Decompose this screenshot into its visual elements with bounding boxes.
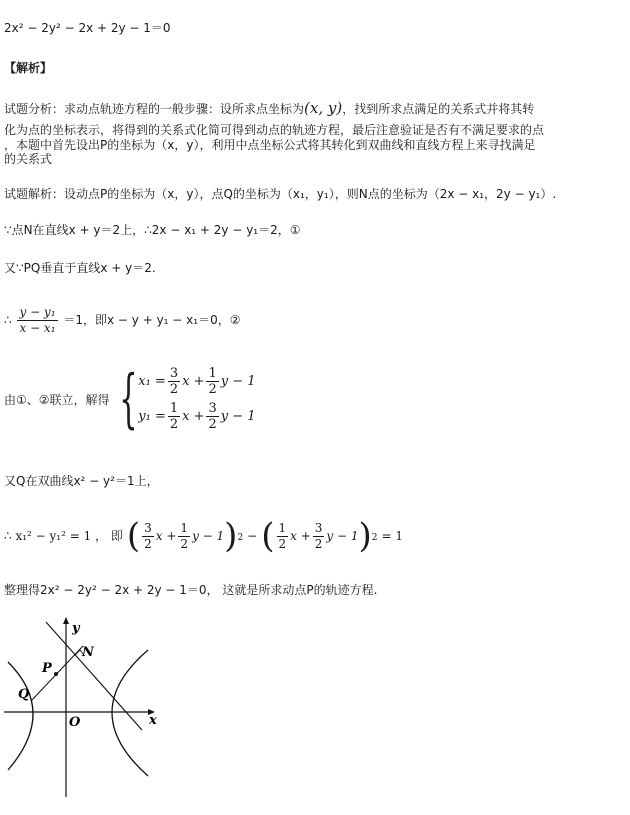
den: 2 [144,536,152,551]
hyperbola-left-branch [8,662,33,770]
num: 3 [208,401,217,416]
equals-one: = 1 [381,529,404,543]
point-p [54,672,58,676]
label-p: P [42,661,52,676]
label-y: y [72,621,80,636]
num: 1 [169,401,179,416]
num: 1 [278,520,287,535]
label-o: O [69,715,81,730]
slope-equation [4,303,240,337]
system-rows [138,366,255,432]
den: 2 [278,536,287,551]
system-intro: 由①、②联立，解得 [4,392,110,407]
analysis-line-3: ，本题中首先设出P的坐标为（x，y），利用中点坐标公式将其转化到双曲线和直线方程上来寻找满足 [4,138,536,152]
square-exponent: 2 [237,533,244,543]
den: 2 [169,382,179,397]
den: 2 [208,417,217,432]
coef-3-2 [206,401,218,432]
analysis-line-2: 化为点的坐标表示，将得到的关系式化简可得到动点的轨迹方程，最后注意验证是否有不满足要求的点 [4,123,545,137]
system-row-x1 [138,366,255,397]
y-term: y − 1 [220,374,256,389]
left-paren: ( [261,516,275,556]
den: 2 [180,536,189,551]
label-q: Q [18,687,30,702]
solution-line-2: ∵点N在直线x + y＝2上，∴2x − x₁ + 2y − y₁＝2，① [4,223,301,237]
x-term: x + [155,529,177,543]
x-term: x + [290,529,311,543]
analysis-text-a: 试题分析：求动点轨迹方程的一般步骤：设所求点坐标为 [4,102,305,116]
x-term: x + [182,409,205,424]
slope-fraction [17,305,57,336]
solution-line-3: 又∵PQ垂直于直线x + y＝2. [4,261,156,275]
label-x: x [149,713,157,728]
coef-3-2 [313,521,325,552]
num: 1 [208,366,217,381]
analysis-heading: 【解析】 [4,61,53,75]
coef-1-2 [277,521,289,552]
hyperbola-figure [0,612,180,808]
num: 3 [314,520,323,535]
conclusion-line: 整理得2x² − 2y² − 2x + 2y − 1＝0， 这就是所求动点P的轨迹方程. [4,583,378,597]
den: 2 [169,417,179,432]
point-coordinates: (x, y) [304,99,343,117]
solution-system [4,362,256,436]
y-term: y − 1 [220,409,256,424]
coef-3-2 [142,521,154,552]
num: 3 [144,520,152,535]
right-paren: ) [224,516,238,556]
den: 2 [208,382,217,397]
answer-equation: 2x² − 2y² − 2x + 2y − 1＝0 [4,21,171,35]
square-exponent: 2 [371,533,378,543]
substitution-prefix: ∴ x₁² − y₁² = 1 ， 即 [4,529,123,543]
coef-3-2 [168,366,180,397]
label-n: N [82,645,94,660]
system-row-y1 [138,401,255,432]
right-paren: ) [358,516,372,556]
x-term: x + [182,374,205,389]
left-paren: ( [126,516,141,556]
analysis-text-b: ，找到所求点满足的关系式并将其转 [342,102,535,116]
coef-1-2 [178,521,190,552]
therefore-symbol: ∴ [4,313,12,327]
num: 3 [169,366,179,381]
analysis-line-4: 的关系式 [4,152,53,166]
minus-sign: − [247,529,258,543]
den: 2 [314,536,323,551]
slope-numerator: y − y₁ [19,305,56,319]
line-x-plus-y [46,622,142,730]
y-axis-arrow [63,617,69,624]
x1-lhs: x₁ = [138,374,166,389]
slope-equation-tail: ＝1，即x − y + y₁ − x₁＝0，② [63,313,241,327]
hyperbola-right-branch [112,650,148,776]
analysis-line-1 [4,100,534,117]
solution-line-1: 试题解析：设动点P的坐标为（x，y），点Q的坐标为（x₁，y₁），则N点的坐标为（2x − x₁，2y − y₁）. [4,187,557,201]
y1-lhs: y₁ = [138,409,166,424]
hyperbola-condition: 又Q在双曲线x² − y²＝1上， [4,474,159,488]
y-term: y − 1 [326,529,359,543]
coef-1-2 [168,401,180,432]
coef-1-2 [206,366,218,397]
system-brace: { [118,362,138,436]
y-term: y − 1 [192,529,225,543]
substitution-equation [4,514,403,558]
slope-denominator: x − x₁ [19,321,56,335]
num: 1 [180,520,189,535]
